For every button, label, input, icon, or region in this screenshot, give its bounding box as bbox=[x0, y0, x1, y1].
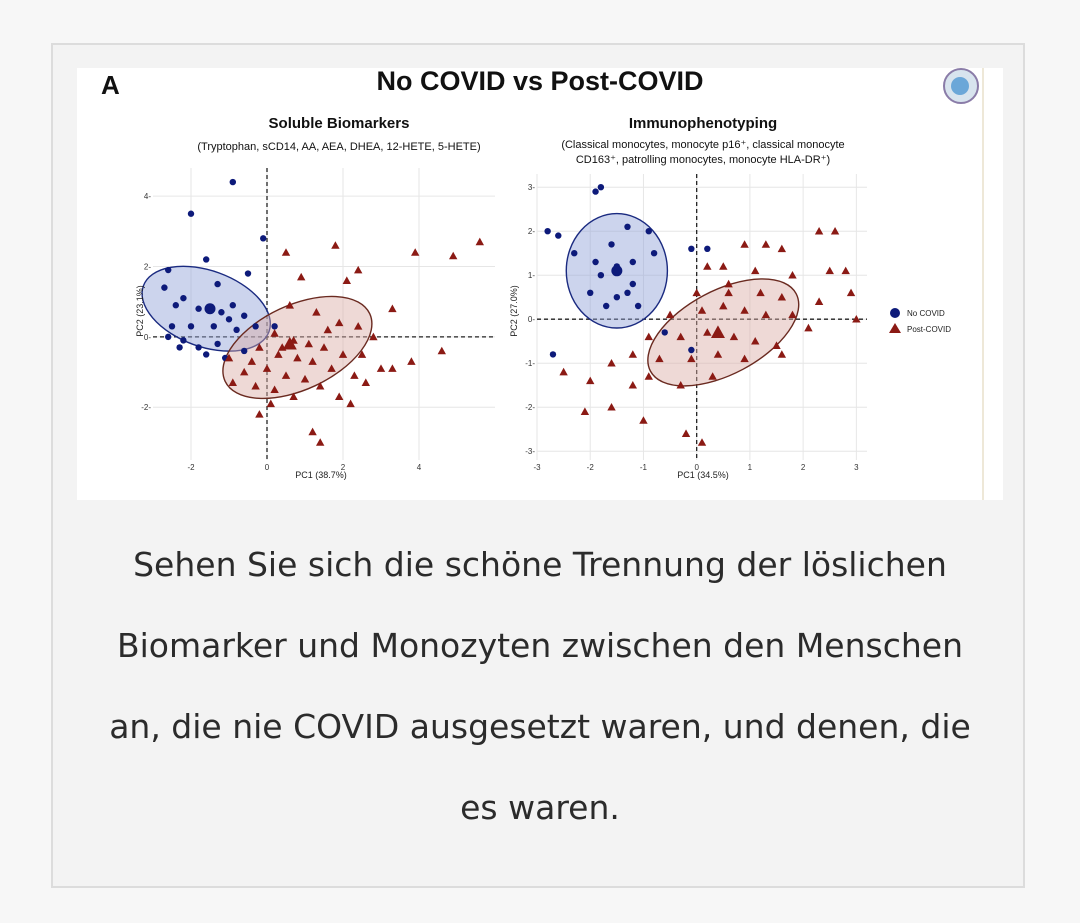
pca-figure bbox=[77, 68, 1003, 500]
point-post-covid bbox=[335, 392, 343, 400]
point-post-covid bbox=[438, 347, 446, 355]
legend-no-covid-marker bbox=[890, 308, 900, 318]
point-no-covid bbox=[598, 272, 604, 278]
point-no-covid bbox=[203, 256, 209, 262]
point-no-covid bbox=[214, 341, 220, 347]
point-post-covid bbox=[255, 410, 263, 418]
point-post-covid bbox=[666, 311, 674, 319]
y-tick-label: -2- bbox=[525, 403, 535, 413]
point-no-covid bbox=[614, 294, 620, 300]
point-no-covid bbox=[195, 306, 201, 312]
point-post-covid bbox=[645, 333, 653, 341]
point-no-covid bbox=[271, 323, 277, 329]
legend-post-covid-label: Post-COVID bbox=[907, 325, 952, 334]
point-no-covid bbox=[550, 351, 556, 357]
point-no-covid bbox=[180, 337, 186, 343]
point-no-covid bbox=[241, 313, 247, 319]
point-no-covid bbox=[603, 303, 609, 309]
caption-text: Sehen Sie sich die schöne Trennung der löslichen Biomarker und Monozyten zwischen den Menschen an, die nie COVID ausgesetzt waren, und denen, die es waren. bbox=[109, 545, 971, 827]
point-no-covid bbox=[662, 329, 668, 335]
point-no-covid bbox=[688, 347, 694, 353]
centroid-no-covid bbox=[611, 265, 622, 276]
point-post-covid bbox=[362, 378, 370, 386]
point-no-covid bbox=[165, 267, 171, 273]
point-no-covid bbox=[169, 323, 175, 329]
point-post-covid bbox=[740, 240, 748, 248]
point-no-covid bbox=[176, 344, 182, 350]
x-tick-label: 0 bbox=[264, 463, 270, 472]
point-post-covid bbox=[559, 368, 567, 376]
y-tick-label: 3- bbox=[527, 183, 535, 193]
point-no-covid bbox=[260, 235, 266, 241]
point-post-covid bbox=[842, 267, 850, 275]
point-no-covid bbox=[688, 246, 694, 252]
point-no-covid bbox=[598, 184, 604, 190]
y-tick-label: 4- bbox=[143, 192, 151, 202]
p1-xlabel: PC1 (34.5%) bbox=[677, 470, 729, 480]
point-post-covid bbox=[826, 267, 834, 275]
x-tick-label: 3 bbox=[854, 463, 859, 472]
point-no-covid bbox=[188, 211, 194, 217]
point-no-covid bbox=[624, 224, 630, 230]
y-tick-label: 2- bbox=[143, 262, 151, 272]
y-tick-label: -1- bbox=[525, 359, 535, 369]
legend-no-covid-label: No COVID bbox=[907, 309, 945, 318]
legend-post-covid-marker bbox=[889, 323, 901, 333]
point-post-covid bbox=[331, 241, 339, 249]
point-post-covid bbox=[267, 400, 275, 408]
point-post-covid bbox=[388, 305, 396, 313]
point-no-covid bbox=[230, 179, 236, 185]
x-tick-label: -2 bbox=[187, 463, 195, 472]
point-no-covid bbox=[241, 348, 247, 354]
x-tick-label: -2 bbox=[586, 463, 594, 472]
x-tick-label: 2 bbox=[340, 463, 346, 472]
point-no-covid bbox=[214, 281, 220, 287]
point-no-covid bbox=[245, 270, 251, 276]
point-no-covid bbox=[203, 351, 209, 357]
point-post-covid bbox=[719, 262, 727, 270]
point-post-covid bbox=[350, 371, 358, 379]
figure-image bbox=[77, 68, 1003, 500]
immunophenotyping-panel bbox=[509, 115, 867, 480]
point-post-covid bbox=[698, 438, 706, 446]
point-post-covid bbox=[629, 350, 637, 358]
point-no-covid bbox=[226, 316, 232, 322]
logo-icon bbox=[944, 69, 978, 103]
point-post-covid bbox=[297, 273, 305, 281]
point-post-covid bbox=[388, 364, 396, 372]
y-tick-label: 0- bbox=[143, 332, 151, 342]
point-no-covid bbox=[180, 295, 186, 301]
y-tick-label: 1- bbox=[527, 271, 535, 281]
point-post-covid bbox=[751, 267, 759, 275]
x-tick-label: -1 bbox=[639, 463, 648, 472]
point-post-covid bbox=[778, 350, 786, 358]
panel-letter: A bbox=[101, 70, 120, 100]
point-no-covid bbox=[188, 323, 194, 329]
y-tick-label: 0- bbox=[527, 315, 535, 325]
soluble-biomarkers-panel bbox=[130, 115, 495, 480]
point-no-covid bbox=[592, 188, 598, 194]
point-post-covid bbox=[703, 262, 711, 270]
point-post-covid bbox=[346, 400, 354, 408]
point-post-covid bbox=[778, 245, 786, 253]
point-post-covid bbox=[847, 289, 855, 297]
legend bbox=[889, 308, 951, 334]
point-post-covid bbox=[581, 407, 589, 415]
point-post-covid bbox=[476, 238, 484, 246]
p0-ylabel: PC2 (23.1%) bbox=[135, 285, 145, 337]
y-tick-label: -3- bbox=[525, 447, 535, 457]
x-tick-label: 0 bbox=[694, 463, 699, 472]
point-no-covid bbox=[211, 323, 217, 329]
p1-ellipses bbox=[566, 214, 815, 408]
point-no-covid bbox=[630, 259, 636, 265]
point-no-covid bbox=[635, 303, 641, 309]
x-tick-label: -3 bbox=[533, 463, 541, 472]
point-post-covid bbox=[804, 324, 812, 332]
p0-subtitle: (Tryptophan, sCD14, AA, AEA, DHEA, 12-HETE, 5-HETE) bbox=[197, 141, 481, 153]
p1-subtitle2: CD163⁺, patrolling monocytes, monocyte HLA-DR⁺) bbox=[575, 154, 831, 166]
point-post-covid bbox=[815, 297, 823, 305]
y-tick-label: 2- bbox=[527, 227, 535, 237]
point-post-covid bbox=[308, 428, 316, 436]
point-no-covid bbox=[571, 250, 577, 256]
point-no-covid bbox=[230, 302, 236, 308]
point-post-covid bbox=[407, 357, 415, 365]
point-no-covid bbox=[161, 284, 167, 290]
point-post-covid bbox=[692, 289, 700, 297]
point-no-covid bbox=[544, 228, 550, 234]
point-no-covid bbox=[651, 250, 657, 256]
point-no-covid bbox=[555, 232, 561, 238]
point-post-covid bbox=[629, 381, 637, 389]
point-post-covid bbox=[316, 438, 324, 446]
point-post-covid bbox=[282, 248, 290, 256]
point-no-covid bbox=[233, 327, 239, 333]
point-no-covid bbox=[646, 228, 652, 234]
p1-title: Immunophenotyping bbox=[628, 115, 778, 132]
point-no-covid bbox=[173, 302, 179, 308]
point-no-covid bbox=[608, 241, 614, 247]
point-post-covid bbox=[586, 377, 594, 385]
point-post-covid bbox=[682, 429, 690, 437]
point-no-covid bbox=[165, 334, 171, 340]
p0-xlabel: PC1 (38.7%) bbox=[295, 470, 347, 480]
p1-subtitle: (Classical monocytes, monocyte p16⁺, classical monocyte bbox=[561, 139, 845, 151]
point-no-covid bbox=[252, 323, 258, 329]
point-no-covid bbox=[624, 290, 630, 296]
point-post-covid bbox=[411, 248, 419, 256]
centroid-no-covid bbox=[205, 303, 216, 314]
point-post-covid bbox=[639, 416, 647, 424]
point-post-covid bbox=[762, 240, 770, 248]
p1-ylabel: PC2 (27.0%) bbox=[509, 285, 519, 337]
point-no-covid bbox=[592, 259, 598, 265]
y-tick-label: -2- bbox=[141, 403, 151, 413]
point-no-covid bbox=[704, 246, 710, 252]
point-no-covid bbox=[587, 290, 593, 296]
x-tick-label: 4 bbox=[416, 463, 422, 472]
figure-title: No COVID vs Post-COVID bbox=[376, 68, 704, 96]
point-no-covid bbox=[630, 281, 636, 287]
point-no-covid bbox=[195, 344, 201, 350]
point-post-covid bbox=[377, 364, 385, 372]
p0-title: Soluble Biomarkers bbox=[268, 115, 410, 132]
point-post-covid bbox=[449, 252, 457, 260]
x-tick-label: 1 bbox=[747, 463, 753, 472]
point-post-covid bbox=[343, 276, 351, 284]
x-tick-label: 2 bbox=[800, 463, 806, 472]
point-no-covid bbox=[218, 309, 224, 315]
